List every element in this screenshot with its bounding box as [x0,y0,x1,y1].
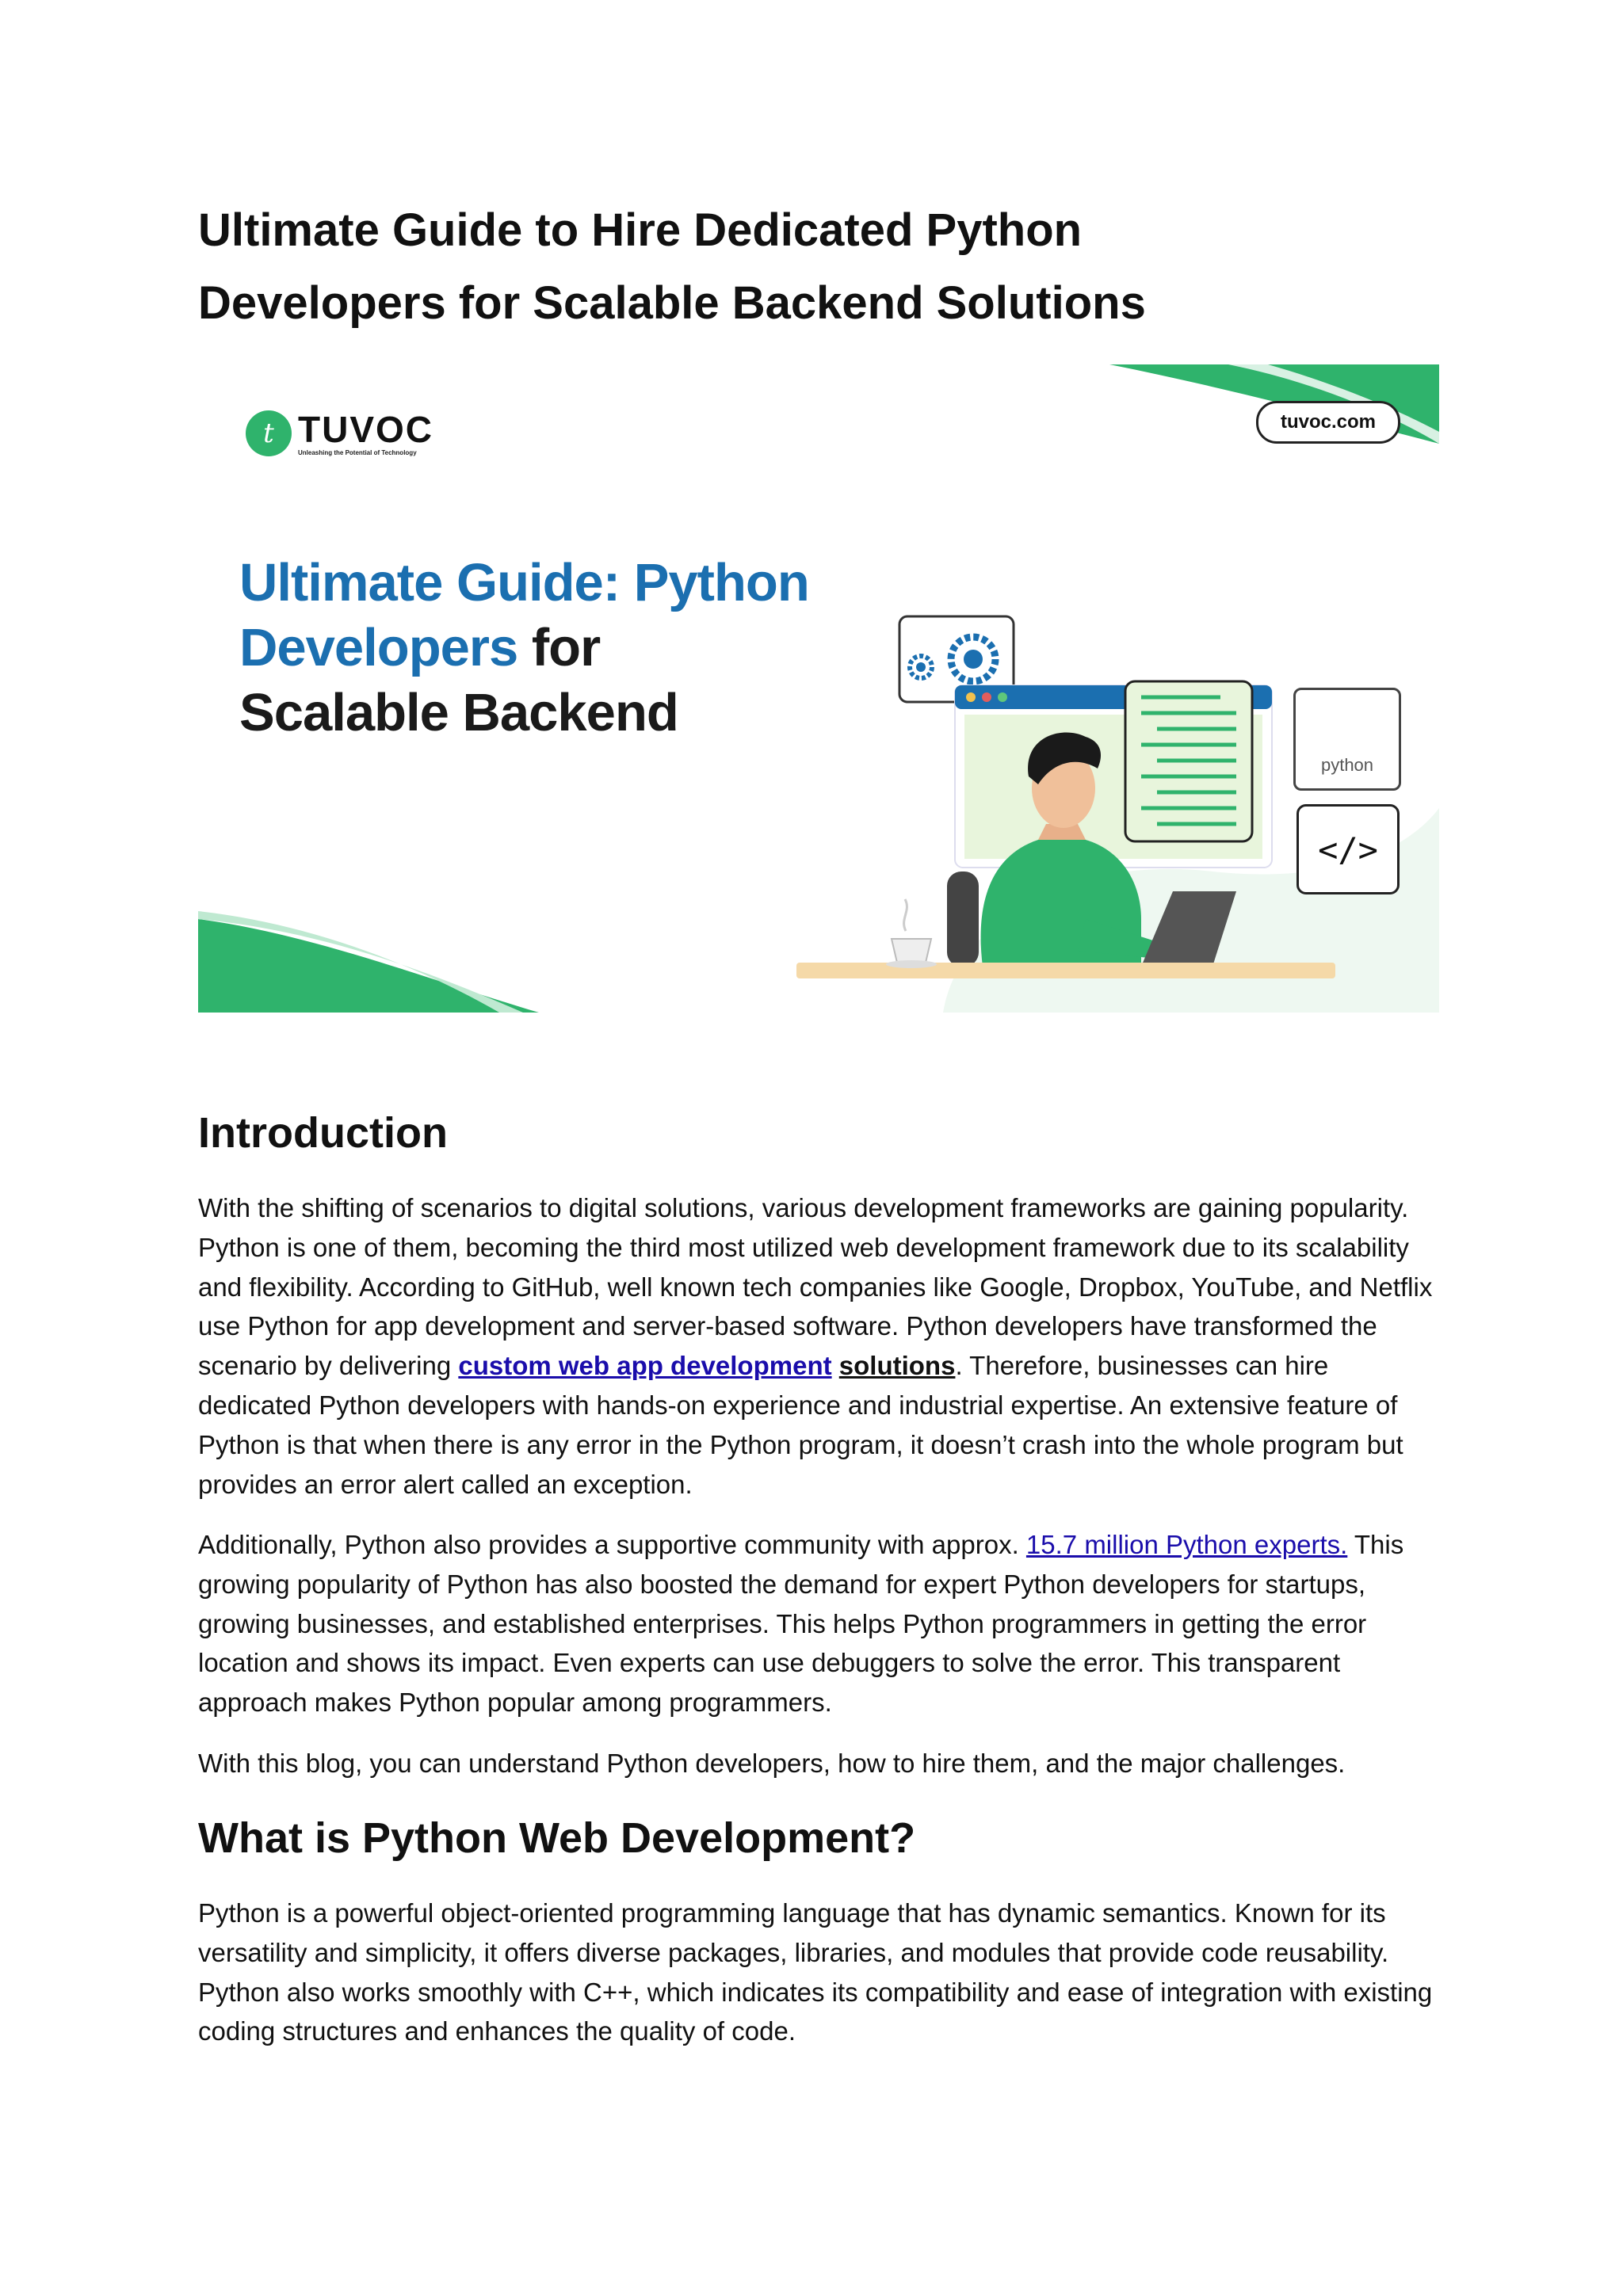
intro-p1-tail: . Therefore, businesses can hire dedicated Python developers with hands-on experience and industrial expertise. An extensive feature of Python is that when there is any error in the Python program, it doesn’t crash into the whole program but provides an error alert called an exception. [198,1351,1403,1499]
intro-p1-text: With the shifting of scenarios to digital solutions, various development frameworks are gaining popularity. Python is one of them, becoming the third most utilized web development framework due to its scalability and flexibility. According to GitHub, well known tech companies like Google, Dropbox, YouTube, and Netflix use Python for app development and server-based software. Python developers have transformed the scenario by delivering [198,1193,1433,1381]
section-paragraph: Python is a powerful object-oriented programming language that has dynamic semantics. Known for its versatility and simplicity, it offers diverse packages, libraries, and modules that provide code reusability. Python also works smoothly with C++, which indicates its compatibility and ease of integration with existing coding structures and enhances the quality of code. [198,1898,1433,2046]
brand-logo [246,410,433,456]
headline-line-1: Ultimate Guide: Python [239,553,809,612]
chair [947,871,979,967]
hero-banner-image [198,364,1439,1013]
banner-headline [239,551,873,746]
site-badge: tuvoc.com [1256,401,1400,444]
intro-paragraph-2 [198,1525,1439,1722]
code-tag-icon: </> [1296,804,1400,894]
desk [796,963,1335,978]
python-experts-link[interactable]: 15.7 million Python experts. [1025,1530,1348,1559]
intro-paragraph-1 [198,1188,1439,1504]
coffee-cup-icon [886,899,937,968]
headline-line-2-dark: for [517,618,601,677]
intro-p2-text: Additionally, Python also provides a supportive community with approx. [198,1530,1026,1559]
custom-web-app-link[interactable]: custom web app development [458,1351,832,1381]
headline-line-2-blue: Developers [239,618,518,677]
python-card [1293,688,1401,791]
logo-mark: t [246,410,292,456]
page-title: Ultimate Guide to Hire Dedicated Python Developers for Scalable Backend Solutions [198,204,1146,329]
intro-p2-tail: This growing popularity of Python has also boosted the demand for expert Python developers for startups, growing businesses, and established enterprises. This helps Python programmers in getting the error location and shows its impact. Even experts can use debuggers to solve the error. This transparent approach makes Python popular among programmers. [198,1530,1404,1718]
intro-paragraph-3: With this blog, you can understand Python developers, how to hire them, and the major challenges. [198,1749,1346,1778]
solutions-text: solutions [838,1351,956,1381]
section-heading: What is Python Web Development? [198,1814,916,1862]
intro-heading: Introduction [198,1109,448,1157]
python-label: python [1320,755,1374,775]
headline-line-3: Scalable Backend [239,683,678,742]
logo-tagline: Unleashing the Potential of Technology [298,448,417,456]
logo-text [298,408,433,456]
logo-word: TUVOC [298,408,433,450]
